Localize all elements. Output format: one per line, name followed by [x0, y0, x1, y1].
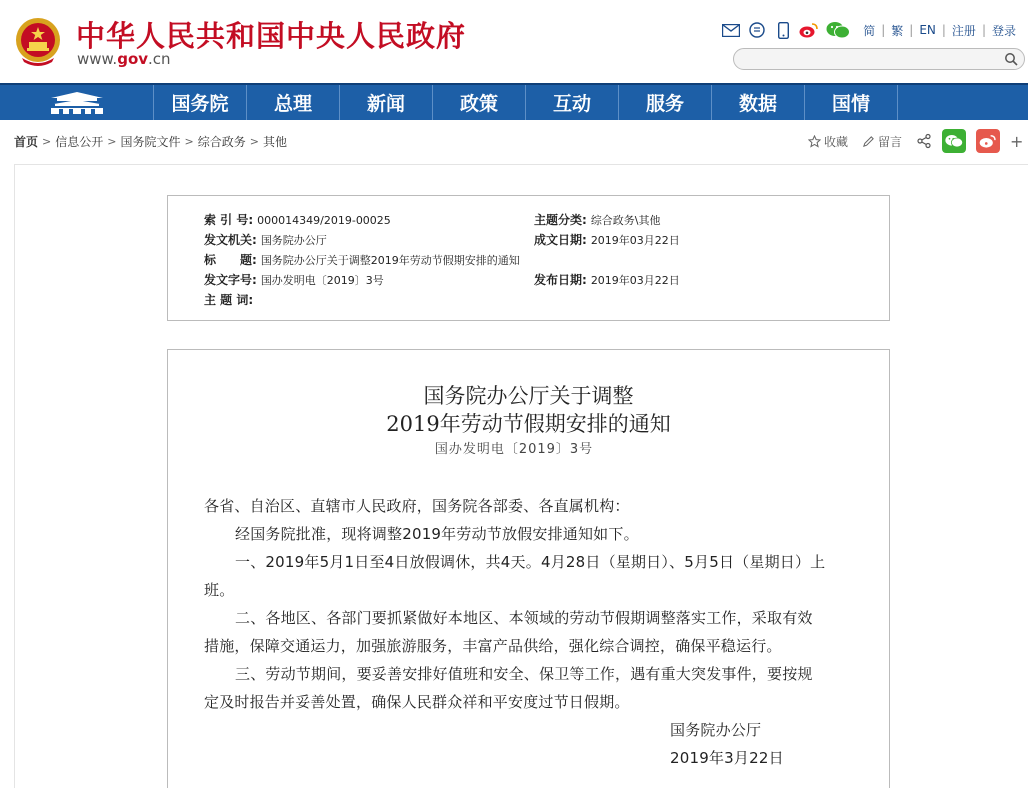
lang-simplified-link[interactable]: 简	[863, 23, 876, 38]
info-label: 主 题 词:	[204, 293, 254, 307]
breadcrumb-general-affairs[interactable]: 综合政务	[197, 135, 246, 149]
breadcrumb-home[interactable]: 首页	[14, 135, 39, 149]
document-paragraph: 二、各地区、各部门要抓紧做好本地区、本领域的劳动节假期调整落实工作，采取有效	[235, 609, 813, 627]
nav-item-national-info[interactable]: 国情	[805, 85, 898, 120]
document-paragraph-continued: 措施，保障交通运力，加强旅游服务，丰富产品供给，强化综合调控，确保平稳运行。	[204, 637, 782, 655]
info-label: 发文机关:	[204, 233, 257, 247]
document-paragraph: 三、劳动节期间，要妥善安排好值班和安全、保卫等工作，遇有重大突发事件，要按规	[235, 665, 813, 683]
info-issuer	[204, 231, 327, 248]
chevron-right-icon: >	[249, 135, 259, 148]
search-input[interactable]	[744, 50, 1004, 70]
info-value: 000014349/2019-00025	[257, 214, 391, 227]
info-category	[534, 211, 661, 228]
info-label: 标 题:	[204, 253, 257, 267]
mobile-icon[interactable]	[773, 21, 793, 39]
nav-home[interactable]	[0, 85, 154, 120]
lang-separator: |	[909, 23, 914, 37]
chevron-right-icon: >	[107, 135, 117, 148]
nav-item-state-council[interactable]: 国务院	[154, 85, 247, 120]
nav-item-interaction[interactable]: 互动	[526, 85, 619, 120]
document-paragraph-continued: 班。	[204, 581, 235, 599]
tiananmen-icon	[45, 90, 109, 116]
favorite-button[interactable]: 收藏	[824, 134, 849, 149]
share-toolbar	[808, 129, 1023, 153]
info-keywords	[204, 291, 253, 308]
national-emblem-icon[interactable]	[14, 14, 62, 70]
pencil-icon[interactable]	[862, 135, 875, 148]
lang-traditional-link[interactable]: 繁	[891, 23, 904, 38]
nav-item-news[interactable]: 新闻	[340, 85, 433, 120]
weibo-share-icon[interactable]	[976, 129, 1000, 153]
info-value: 国办发明电〔2019〕3号	[260, 274, 384, 287]
comment-button[interactable]: 留言	[878, 134, 903, 149]
info-value: 国务院办公厅	[260, 234, 327, 247]
document-paragraph: 一、2019年5月1日至4日放假调休，共4天。4月28日（星期日）、5月5日（星期日）上	[235, 553, 826, 571]
info-label: 发布日期:	[534, 273, 587, 287]
share-icon[interactable]	[916, 133, 932, 149]
site-header	[0, 0, 1028, 83]
info-title	[204, 251, 520, 268]
url-gov: gov	[117, 50, 149, 68]
lang-english-link[interactable]: EN	[919, 23, 936, 37]
wechat-icon[interactable]	[825, 21, 851, 39]
document-title-line1: 国务院办公厅关于调整	[423, 384, 634, 408]
document-paragraph-continued: 定及时报告并妥善处置，确保人民群众祥和平安度过节日假期。	[204, 693, 630, 711]
main-nav	[0, 83, 1028, 120]
info-label: 成文日期:	[534, 233, 587, 247]
search-box	[733, 48, 1025, 70]
document-date: 2019年3月22日	[670, 749, 784, 767]
url-suffix: .cn	[148, 50, 171, 68]
nav-item-services[interactable]: 服务	[619, 85, 712, 120]
breadcrumb	[14, 133, 287, 150]
site-url[interactable]	[77, 50, 171, 68]
nav-item-data[interactable]: 数据	[712, 85, 805, 120]
document-paragraph: 经国务院批准，现将调整2019年劳动节放假安排通知如下。	[235, 525, 639, 543]
document-number: 国办发明电〔2019〕3号	[434, 442, 594, 457]
mail-icon[interactable]	[721, 21, 741, 39]
search-icon[interactable]	[1004, 52, 1018, 66]
chat-bubble-icon[interactable]	[747, 21, 767, 39]
top-tools	[721, 20, 1022, 40]
wechat-share-icon[interactable]	[942, 129, 966, 153]
login-link[interactable]: 登录	[991, 23, 1016, 38]
info-label: 主题分类:	[534, 213, 587, 227]
nav-item-policy[interactable]: 政策	[433, 85, 526, 120]
document-title-line2: 2019年劳动节假期安排的通知	[386, 412, 671, 436]
register-link[interactable]: 注册	[951, 23, 976, 38]
weibo-icon[interactable]	[799, 21, 819, 39]
info-value: 2019年03月22日	[590, 234, 680, 247]
breadcrumb-state-council-docs[interactable]: 国务院文件	[120, 135, 181, 149]
breadcrumb-info-disclosure[interactable]: 信息公开	[55, 135, 104, 149]
lang-separator: |	[881, 23, 886, 37]
chevron-right-icon: >	[42, 135, 52, 148]
document-signature: 国务院办公厅	[670, 721, 762, 739]
more-share-icon[interactable]: +	[1010, 131, 1024, 151]
info-doc-number	[204, 271, 384, 288]
document-info-table	[167, 195, 890, 321]
info-value: 综合政务\其他	[590, 214, 661, 227]
info-label: 索 引 号:	[204, 213, 254, 227]
url-prefix: www.	[77, 50, 118, 68]
info-created-date	[534, 231, 680, 248]
info-value: 2019年03月22日	[590, 274, 680, 287]
breadcrumb-other[interactable]: 其他	[262, 135, 287, 149]
info-index	[204, 211, 391, 228]
chevron-right-icon: >	[184, 135, 194, 148]
lang-separator: |	[941, 23, 946, 37]
star-icon[interactable]	[808, 135, 821, 148]
document-salutation: 各省、自治区、直辖市人民政府，国务院各部委、各直属机构：	[204, 497, 630, 515]
info-value: 国务院办公厅关于调整2019年劳动节假期安排的通知	[260, 254, 520, 267]
info-label: 发文字号:	[204, 273, 257, 287]
nav-item-premier[interactable]: 总理	[247, 85, 340, 120]
lang-separator: |	[981, 23, 986, 37]
site-title[interactable]: 中华人民共和国中央人民政府	[76, 19, 467, 53]
info-published-date	[534, 271, 680, 288]
